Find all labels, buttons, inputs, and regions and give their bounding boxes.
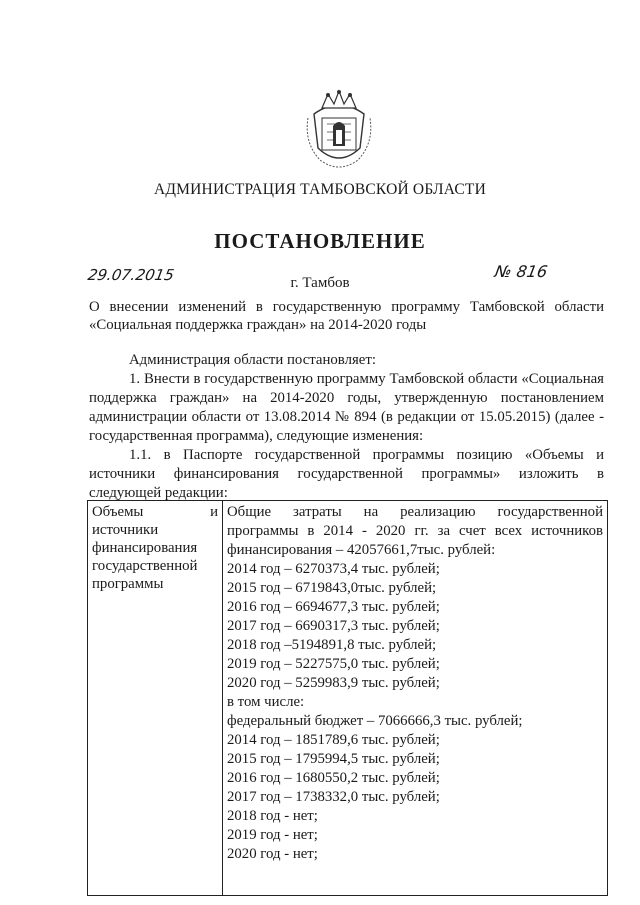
federal-year-line: 2017 год – 1738332,0 тыс. рублей;: [227, 789, 440, 805]
total-year-line: 2015 год – 6719843,0тыс. рублей;: [227, 580, 437, 596]
coat-of-arms-emblem: [300, 88, 378, 174]
organization-name: АДМИНИСТРАЦИЯ ТАМБОВСКОЙ ОБЛАСТИ: [154, 181, 486, 198]
financing-intro: Общие затраты на реализацию государственной программы в 2014 - 2020 гг. за счет всех источников финансирования – 42057661,7тыс. рублей:: [227, 504, 603, 558]
federal-year-line: 2020 год - нет;: [227, 846, 318, 862]
federal-year-line: 2019 год - нет;: [227, 827, 318, 843]
federal-year-line: 2018 год - нет;: [227, 808, 318, 824]
table-left-cell: [88, 501, 223, 896]
document-subject: О внесении изменений в государственную программу Тамбовской области «Социальная поддержка граждан» на 2014-2020 годы: [89, 299, 604, 333]
including-label: в том числе:: [227, 694, 305, 710]
total-year-line: 2014 год – 6270373,4 тыс. рублей;: [227, 561, 440, 577]
handwritten-number: № 816: [493, 262, 549, 281]
left-cell-line: источники: [92, 522, 159, 538]
left-cell-line: программы: [92, 576, 164, 592]
total-year-line: 2019 год – 5227575,0 тыс. рублей;: [227, 656, 440, 672]
document-type-title: ПОСТАНОВЛЕНИЕ: [214, 229, 426, 253]
total-year-line: 2020 год – 5259983,9 тыс. рублей;: [227, 675, 440, 691]
intro-paragraph: Администрация области постановляет:: [129, 352, 376, 368]
table-right-cell: [223, 501, 608, 896]
left-cell-line: государственной: [92, 558, 198, 574]
federal-year-line: 2016 год – 1680550,2 тыс. рублей;: [227, 770, 440, 786]
federal-budget-line: федеральный бюджет – 7066666,3 тыс. рублей;: [227, 713, 523, 729]
table-row: [88, 501, 608, 896]
total-year-line: 2017 год – 6690317,3 тыс. рублей;: [227, 618, 440, 634]
document-body: [89, 351, 604, 503]
item-1-paragraph: 1. Внести в государственную программу Тамбовской области «Социальная поддержка граждан» на 2014-2020 годы, утвержденную постановлением администрации области от 13.08.2014 № 894 (в редакции от 15.05.2015) (далее - государственная программа), следующие изменения:: [89, 371, 604, 444]
city-name: г. Тамбов: [290, 275, 350, 291]
left-cell-word: Объемы: [92, 504, 144, 520]
total-year-line: 2016 год – 6694677,3 тыс. рублей;: [227, 599, 440, 615]
federal-year-line: 2015 год – 1795994,5 тыс. рублей;: [227, 751, 440, 767]
left-cell-word: и: [210, 504, 218, 520]
total-year-line: 2018 год –5194891,8 тыс. рублей;: [227, 637, 437, 653]
handwritten-date: 29.07.2015: [86, 266, 176, 284]
item-1-1-paragraph: 1.1. в Паспорте государственной программы позицию «Объемы и источники финансирования государственной программы» изложить в следующей редакции:: [89, 447, 604, 501]
federal-year-line: 2014 год – 1851789,6 тыс. рублей;: [227, 732, 440, 748]
financing-table: [87, 500, 608, 896]
left-cell-line: финансирования: [92, 540, 198, 556]
